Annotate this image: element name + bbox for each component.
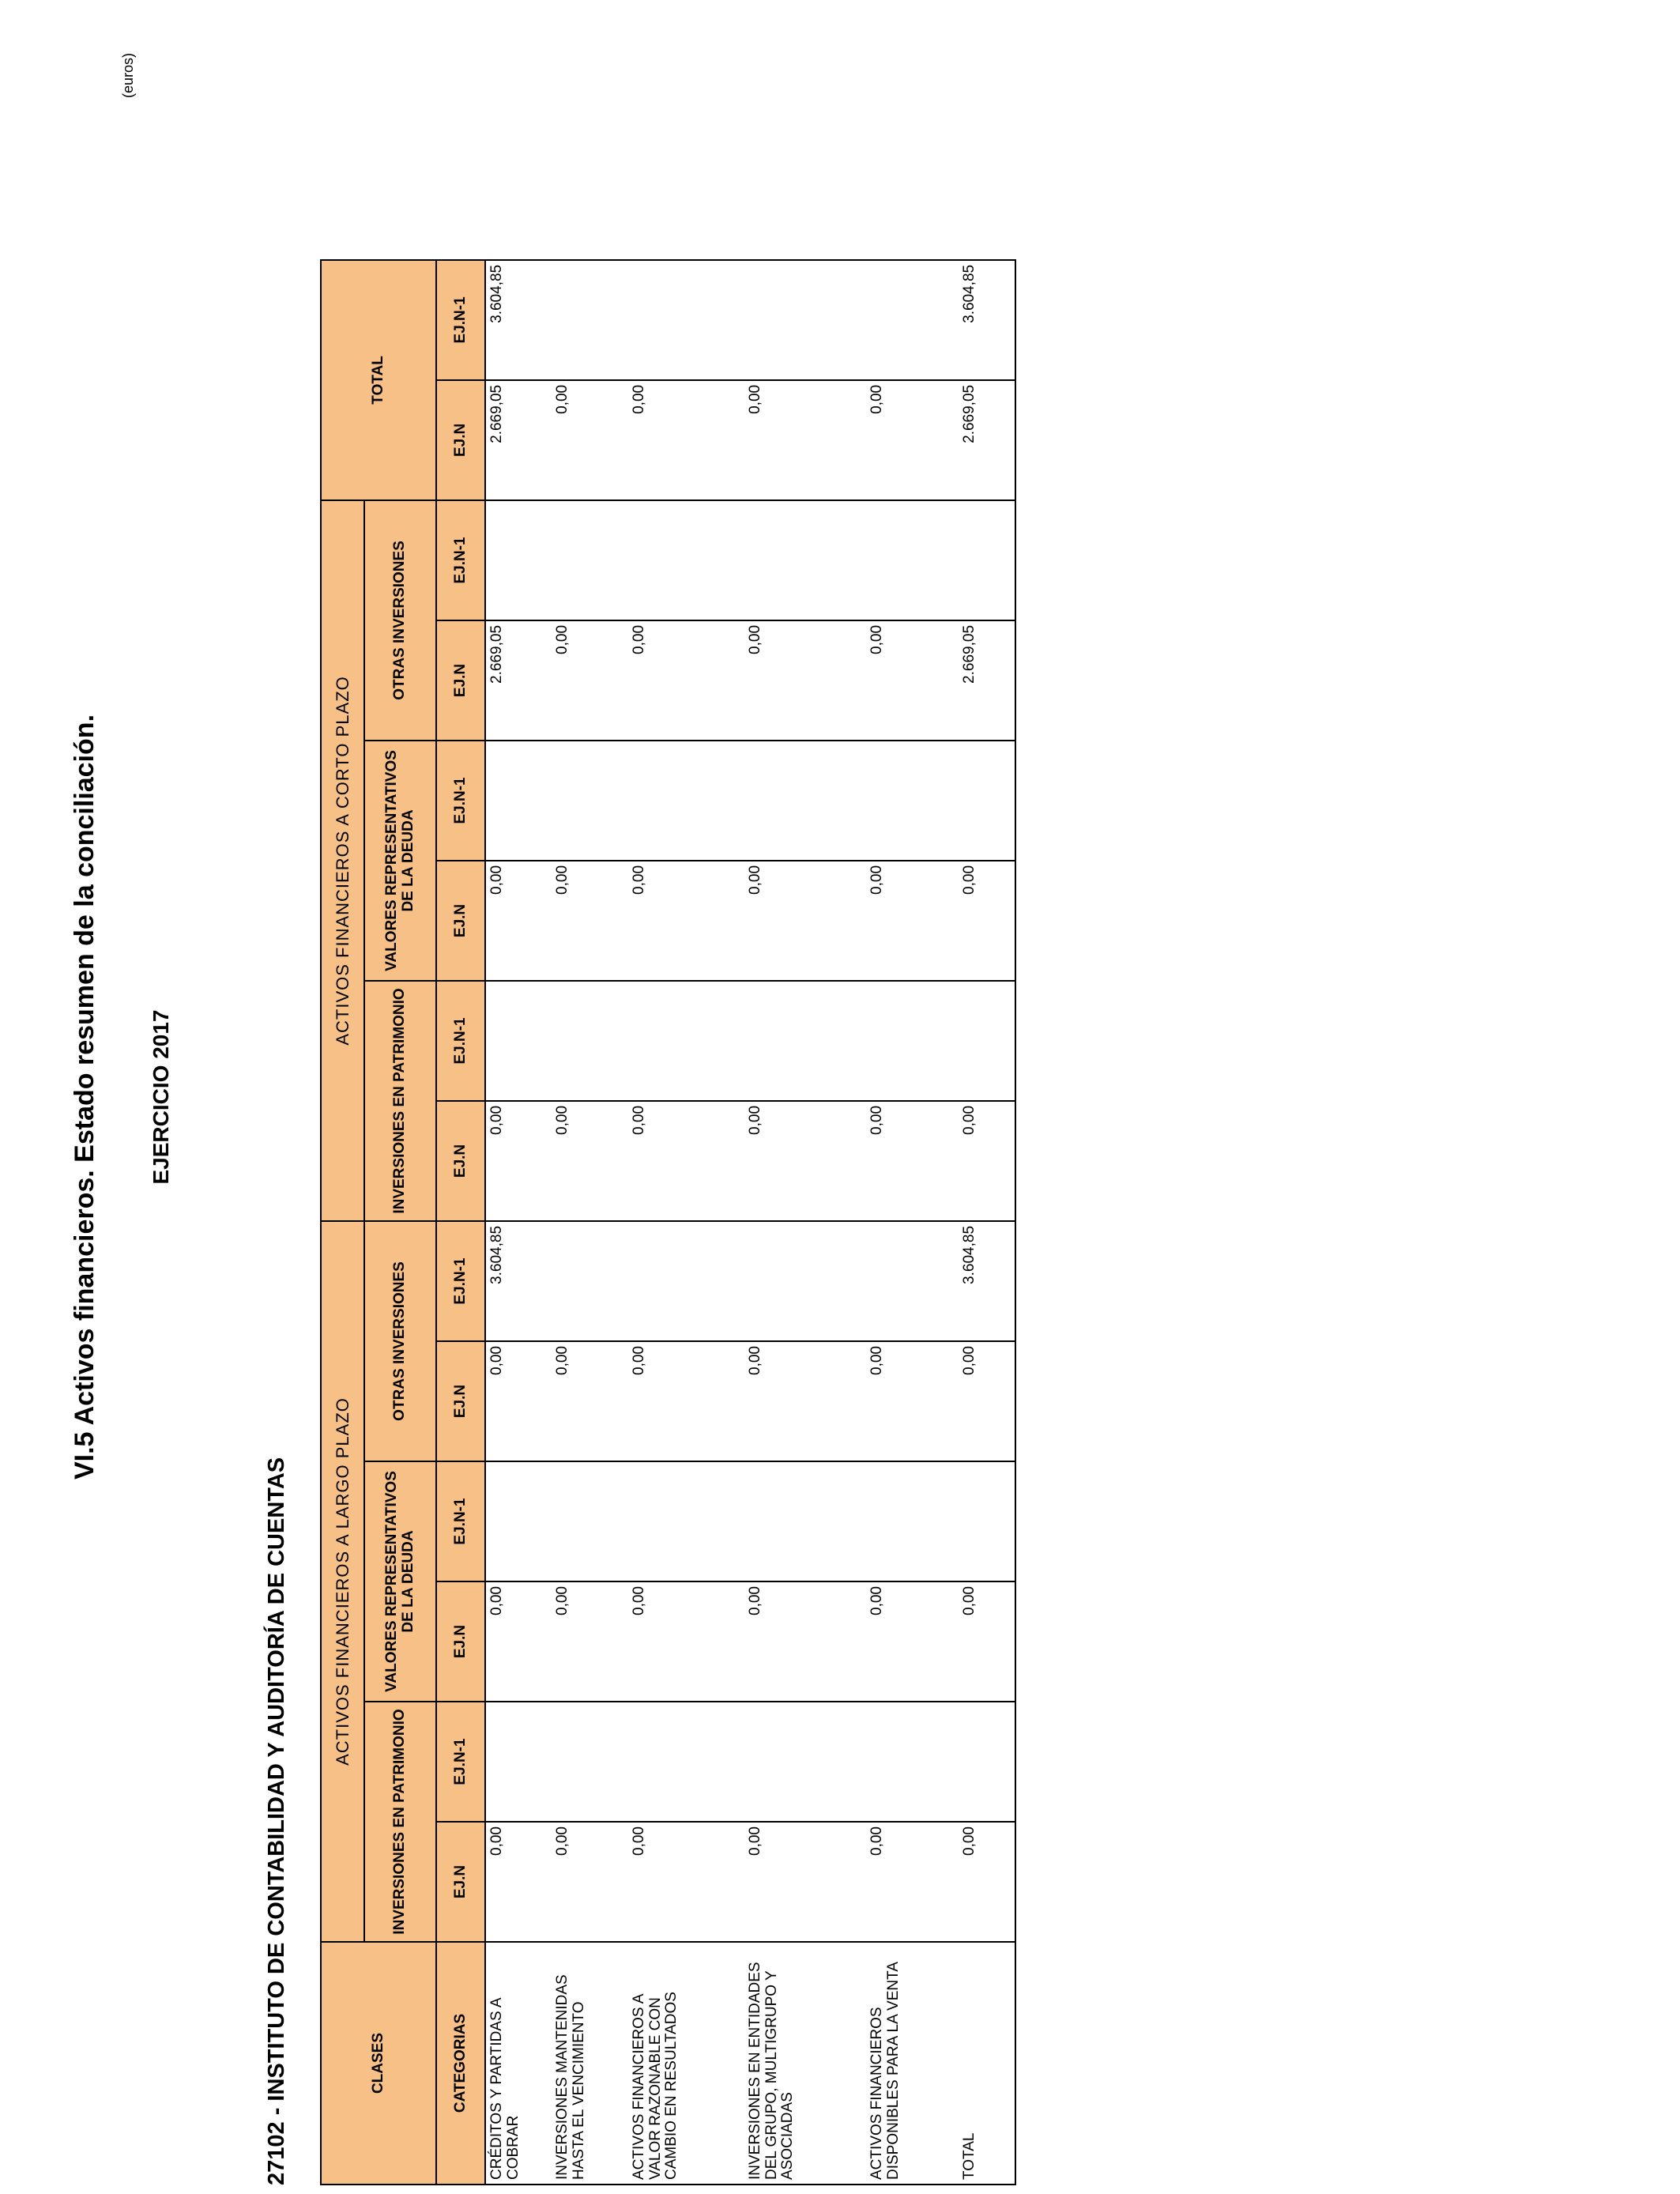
value-cell	[628, 1461, 744, 1581]
row-category: ACTIVOS FINANCIEROS DISPONIBLES PARA LA VENTA	[866, 1942, 959, 2185]
value-cell	[552, 500, 628, 620]
clases-header: CLASES	[321, 1942, 436, 2185]
value-cell	[552, 741, 628, 861]
value-cell: 0,00	[628, 620, 744, 741]
value-cell	[744, 1461, 866, 1581]
ejn1-header: EJ.N-1	[436, 500, 485, 620]
units-label: (euros)	[120, 52, 136, 98]
value-cell: 0,00	[744, 1101, 866, 1221]
value-cell: 0,00	[959, 1101, 1015, 1221]
value-cell: 0,00	[552, 1581, 628, 1702]
value-cell: 0,00	[552, 861, 628, 981]
value-cell: 0,00	[744, 1822, 866, 1942]
corto-plazo-header: ACTIVOS FINANCIEROS A CORTO PLAZO	[321, 500, 364, 1221]
value-cell: 0,00	[485, 1341, 552, 1461]
row-category: INVERSIONES MANTENIDAS HASTA EL VENCIMIENTO	[552, 1942, 628, 2185]
ejn1-header: EJ.N-1	[436, 1702, 485, 1822]
value-cell: 0,00	[959, 1341, 1015, 1461]
value-cell: 0,00	[485, 1822, 552, 1942]
value-cell: 0,00	[866, 861, 959, 981]
value-cell	[866, 1702, 959, 1822]
value-cell	[744, 1221, 866, 1341]
table-row	[485, 123, 552, 2185]
value-cell: 0,00	[552, 620, 628, 741]
page-title: VI.5 Activos financieros. Estado resumen de la conciliación.	[70, 714, 100, 1480]
value-cell	[959, 741, 1015, 861]
table-row	[744, 123, 866, 2185]
value-cell	[485, 981, 552, 1101]
row-category: CRÉDITOS Y PARTIDAS A COBRAR	[485, 1942, 552, 2185]
value-cell: 0,00	[866, 1822, 959, 1942]
ejn1-header: EJ.N-1	[436, 741, 485, 861]
value-cell	[552, 260, 628, 380]
value-cell	[744, 1702, 866, 1822]
value-cell	[866, 741, 959, 861]
value-cell	[866, 981, 959, 1101]
value-cell: 0,00	[744, 620, 866, 741]
ejn-header: EJ.N	[436, 1581, 485, 1702]
value-cell: 2.669,05	[959, 620, 1015, 741]
value-cell	[485, 500, 552, 620]
entity-label: 27102 - INSTITUTO DE CONTABILIDAD Y AUDITORÍA DE CUENTAS	[264, 1457, 289, 2185]
value-cell	[959, 1461, 1015, 1581]
table-row	[866, 123, 959, 2185]
value-cell: 3.604,85	[485, 260, 552, 380]
ejn-header: EJ.N	[436, 1822, 485, 1942]
value-cell: 0,00	[866, 1341, 959, 1461]
value-cell	[959, 500, 1015, 620]
value-cell: 2.669,05	[485, 620, 552, 741]
ejn1-header: EJ.N-1	[436, 1221, 485, 1341]
value-cell: 0,00	[744, 380, 866, 500]
value-cell: 0,00	[866, 1581, 959, 1702]
value-cell: 0,00	[959, 1822, 1015, 1942]
value-cell	[959, 1702, 1015, 1822]
lp-otras-header: OTRAS INVERSIONES	[364, 1221, 436, 1461]
value-cell: 0,00	[959, 861, 1015, 981]
value-cell: 0,00	[552, 1341, 628, 1461]
value-cell: 0,00	[628, 1581, 744, 1702]
value-cell	[552, 1702, 628, 1822]
row-category: INVERSIONES EN ENTIDADES DEL GRUPO, MULTIGRUPO Y ASOCIADAS	[744, 1942, 866, 2185]
categorias-header: CATEGORIAS	[436, 1942, 485, 2185]
value-cell: 0,00	[485, 1581, 552, 1702]
ejn-header: EJ.N	[436, 1341, 485, 1461]
value-cell: 0,00	[628, 380, 744, 500]
value-cell	[485, 1702, 552, 1822]
value-cell	[744, 741, 866, 861]
value-cell: 0,00	[744, 861, 866, 981]
value-cell	[866, 500, 959, 620]
value-cell: 3.604,85	[959, 1221, 1015, 1341]
largo-plazo-header: ACTIVOS FINANCIEROS A LARGO PLAZO	[321, 1221, 364, 1942]
value-cell	[628, 500, 744, 620]
table-row	[959, 123, 1015, 2185]
value-cell: 0,00	[485, 861, 552, 981]
value-cell: 3.604,85	[485, 1221, 552, 1341]
value-cell: 0,00	[628, 1341, 744, 1461]
value-cell	[552, 1461, 628, 1581]
financial-assets-table	[320, 123, 1016, 2185]
ejn1-header: EJ.N-1	[436, 981, 485, 1101]
cp-patrimonio-header: INVERSIONES EN PATRIMONIO	[364, 981, 436, 1221]
value-cell	[866, 260, 959, 380]
value-cell	[485, 741, 552, 861]
value-cell	[866, 1461, 959, 1581]
value-cell: 0,00	[628, 1101, 744, 1221]
value-cell	[628, 1702, 744, 1822]
value-cell: 0,00	[485, 1101, 552, 1221]
table-row	[628, 123, 744, 2185]
value-cell: 0,00	[552, 1822, 628, 1942]
value-cell: 0,00	[628, 1822, 744, 1942]
value-cell: 0,00	[744, 1341, 866, 1461]
value-cell: 0,00	[959, 1581, 1015, 1702]
ejn1-header: EJ.N-1	[436, 260, 485, 380]
value-cell: 0,00	[866, 380, 959, 500]
value-cell	[628, 1221, 744, 1341]
table-row	[552, 123, 628, 2185]
exercise-label: EJERCICIO 2017	[149, 1009, 173, 1185]
value-cell	[866, 1221, 959, 1341]
value-cell	[744, 500, 866, 620]
value-cell: 0,00	[866, 1101, 959, 1221]
value-cell	[959, 981, 1015, 1101]
row-category: TOTAL	[959, 1942, 1015, 2185]
ejn-header: EJ.N	[436, 620, 485, 741]
cp-deuda-header: VALORES REPRESENTATIVOS DE LA DEUDA	[364, 741, 436, 981]
value-cell: 2.669,05	[485, 380, 552, 500]
row-category: ACTIVOS FINANCIEROS A VALOR RAZONABLE CON CAMBIO EN RESULTADOS	[628, 1942, 744, 2185]
value-cell	[552, 981, 628, 1101]
total-header: TOTAL	[321, 260, 436, 500]
value-cell	[628, 981, 744, 1101]
ejn1-header: EJ.N-1	[436, 1461, 485, 1581]
value-cell	[744, 260, 866, 380]
ejn-header: EJ.N	[436, 861, 485, 981]
ejn-header: EJ.N	[436, 1101, 485, 1221]
lp-patrimonio-header: INVERSIONES EN PATRIMONIO	[364, 1702, 436, 1942]
value-cell	[552, 1221, 628, 1341]
value-cell: 0,00	[866, 620, 959, 741]
lp-deuda-header: VALORES REPRESENTATIVOS DE LA DEUDA	[364, 1461, 436, 1702]
value-cell: 0,00	[552, 380, 628, 500]
value-cell: 0,00	[744, 1581, 866, 1702]
cp-otras-header: OTRAS INVERSIONES	[364, 500, 436, 741]
value-cell	[744, 981, 866, 1101]
ejn-header: EJ.N	[436, 380, 485, 500]
value-cell: 2.669,05	[959, 380, 1015, 500]
value-cell: 3.604,85	[959, 260, 1015, 380]
value-cell	[628, 741, 744, 861]
value-cell	[628, 260, 744, 380]
value-cell: 0,00	[628, 861, 744, 981]
value-cell: 0,00	[552, 1101, 628, 1221]
value-cell	[485, 1461, 552, 1581]
